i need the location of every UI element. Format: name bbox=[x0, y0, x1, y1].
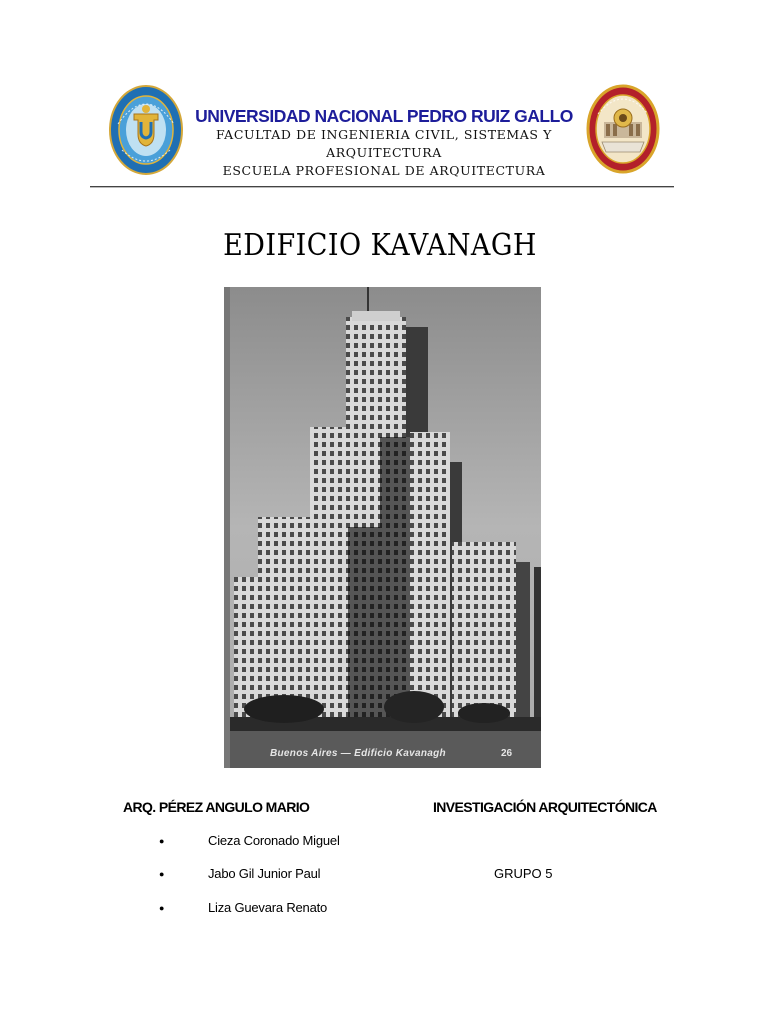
university-name: UNIVERSIDAD NACIONAL PEDRO RUIZ GALLO bbox=[195, 106, 573, 126]
photo-caption: Buenos Aires — Edificio Kavanagh bbox=[270, 748, 446, 759]
photo-number: 26 bbox=[501, 748, 513, 759]
kavanagh-building-photo bbox=[224, 287, 541, 768]
member-name: Jabo Gil Junior Paul bbox=[208, 866, 321, 881]
list-item bbox=[159, 900, 327, 915]
list-item bbox=[159, 833, 340, 848]
group-label: GRUPO 5 bbox=[494, 866, 553, 881]
bullet-icon: ● bbox=[159, 869, 165, 879]
school-name: ESCUELA PROFESIONAL DE ARQUITECTURA bbox=[222, 163, 546, 178]
bullet-icon: ● bbox=[159, 903, 165, 913]
faculty-line-1: FACULTAD DE INGENIERIA CIVIL, SISTEMAS Y bbox=[216, 127, 552, 142]
list-item bbox=[159, 866, 320, 881]
faculty-seal-logo bbox=[586, 84, 660, 174]
member-name: Cieza Coronado Miguel bbox=[208, 833, 340, 848]
university-seal-logo bbox=[108, 84, 184, 176]
faculty-line-2: ARQUITECTURA bbox=[326, 145, 442, 160]
member-name: Liza Guevara Renato bbox=[208, 900, 328, 915]
document-title: EDIFICIO KAVANAGH bbox=[223, 228, 537, 263]
header-divider bbox=[90, 186, 674, 188]
advisor-name: ARQ. PÉREZ ANGULO MARIO bbox=[123, 799, 310, 815]
bullet-icon: ● bbox=[159, 836, 165, 846]
course-name: INVESTIGACIÓN ARQUITECTÓNICA bbox=[433, 799, 657, 815]
